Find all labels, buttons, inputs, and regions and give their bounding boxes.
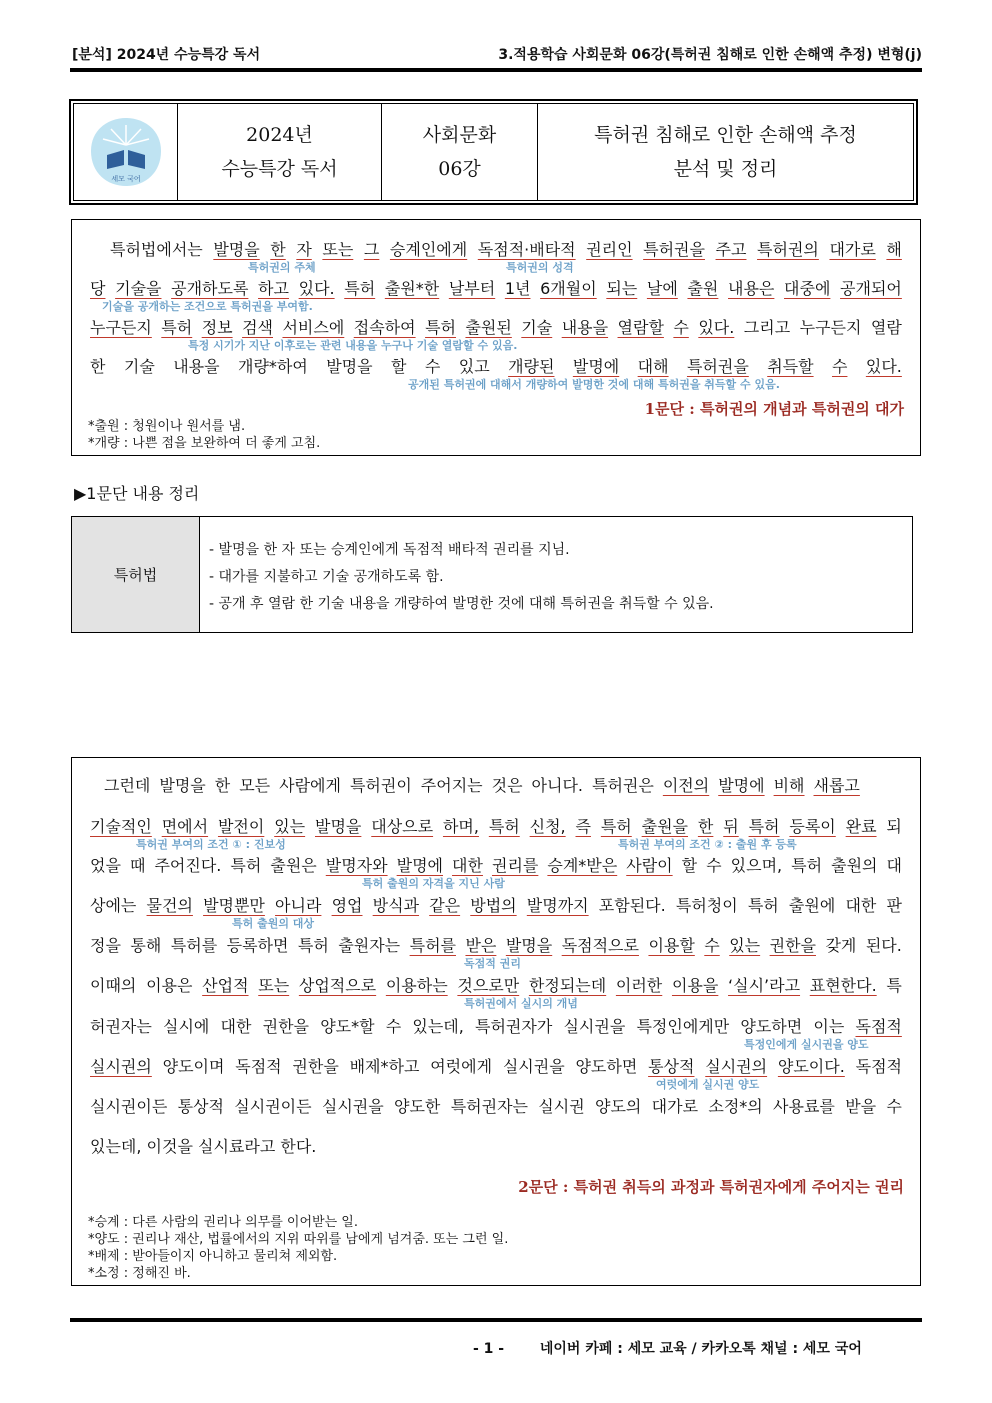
word: 열람할 bbox=[617, 318, 664, 337]
p2-note-3: 특허 출원의 자격을 지닌 사람 bbox=[362, 877, 505, 890]
word: 특허 bbox=[297, 936, 329, 955]
p2-footnote-2: *양도 : 권리나 재산, 법률에서의 지위 따위를 남에게 넘겨줌. 또는 그런 일. bbox=[88, 1232, 509, 1247]
word: 기술 bbox=[123, 357, 155, 376]
p1-footnote-2: *개량 : 나쁜 점을 보완하여 더 좋게 고침. bbox=[88, 436, 321, 451]
word: 발명에 bbox=[396, 856, 443, 875]
word: 대가로 bbox=[829, 240, 876, 259]
word: 이용을 bbox=[671, 976, 719, 995]
word: 출원의 bbox=[831, 856, 878, 875]
word: 사람에게 bbox=[279, 776, 341, 795]
word: 있는 bbox=[729, 936, 761, 955]
word: 공개하도록 bbox=[171, 279, 249, 298]
word: 권한을 bbox=[262, 1017, 310, 1036]
summary-item: - 발명을 한 자 또는 승계인에게 독점적 배타적 권리를 지님. bbox=[209, 542, 570, 558]
word: 특허법에서는 bbox=[110, 240, 203, 259]
word: 특허 bbox=[791, 856, 823, 875]
p2-footnote-1: *승계 : 다른 사람의 권리나 의무를 이어받는 일. bbox=[88, 1215, 358, 1230]
word: 권리인 bbox=[586, 240, 633, 259]
word: 특정인에게만 bbox=[636, 1017, 730, 1036]
word: 주어지는 bbox=[420, 776, 483, 795]
footer bbox=[473, 1338, 862, 1358]
word: ‘실시’라고 bbox=[728, 976, 801, 995]
word: 방법의 bbox=[470, 896, 517, 915]
word: 있는 bbox=[274, 817, 306, 836]
word: 발명뿐만 bbox=[203, 896, 265, 915]
word: 양도의 bbox=[594, 1097, 642, 1116]
word: 독점적·배타적 bbox=[477, 240, 576, 259]
word: 수 bbox=[706, 856, 722, 875]
word: 특허권자는 bbox=[450, 1097, 528, 1116]
word: 그런데 bbox=[104, 776, 151, 795]
word: 수 bbox=[831, 357, 848, 376]
word: 있는데, bbox=[412, 1017, 464, 1036]
word: 양도이며 bbox=[162, 1057, 225, 1076]
word: 발명에 bbox=[718, 776, 765, 795]
p1-note-4: 공개된 특허권에 대해서 개량하여 발명한 것에 대해 특허권을 취득할 수 있음. bbox=[408, 378, 780, 391]
p2-note-4: 특허 출원의 대상 bbox=[232, 917, 315, 930]
word: 한 bbox=[697, 817, 714, 836]
word: 특허 bbox=[230, 856, 262, 875]
word: 통상적 bbox=[648, 1057, 695, 1076]
word: 해 bbox=[886, 240, 902, 259]
word: 소정*의 bbox=[708, 1097, 763, 1116]
word: 기술 bbox=[521, 318, 553, 337]
word: 한 bbox=[270, 240, 286, 259]
word: 물건의 bbox=[146, 896, 193, 915]
word: 주고 bbox=[715, 240, 747, 259]
p2-note-2a: 특허권 부여의 조건 ① : 진보성 bbox=[136, 838, 286, 851]
title-book: 수능특강 독서 bbox=[221, 158, 338, 180]
paragraph-2-box bbox=[71, 757, 921, 1286]
p2-line-9 bbox=[90, 1094, 902, 1117]
paragraph-1-box bbox=[71, 219, 921, 456]
word: 출원자는 bbox=[338, 936, 401, 955]
word: 출원*한 bbox=[384, 279, 440, 298]
word: 실시권의 bbox=[90, 1057, 152, 1076]
word: 특허권은 bbox=[592, 776, 654, 795]
word: 완료 bbox=[845, 817, 877, 836]
word: 발명을 bbox=[326, 357, 373, 376]
word: 이는 bbox=[813, 1017, 845, 1036]
word: 비해 bbox=[773, 776, 805, 795]
p2-line-1 bbox=[90, 773, 902, 796]
word: 실시권 bbox=[538, 1097, 585, 1116]
title-subject: 사회문화 bbox=[422, 124, 497, 146]
header-left: [분석] 2024년 수능특강 독서 bbox=[72, 47, 261, 63]
word: 되 bbox=[886, 817, 902, 836]
word: 즉 bbox=[575, 817, 591, 836]
word: 모든 bbox=[239, 776, 271, 795]
word: 발명을 bbox=[159, 776, 206, 795]
word: 수 bbox=[673, 318, 689, 337]
word: 때 bbox=[129, 856, 146, 875]
word: 당 bbox=[90, 279, 106, 298]
word: 발명자와 bbox=[325, 856, 388, 875]
word: 이용할 bbox=[648, 936, 695, 955]
word: 또는 bbox=[322, 240, 354, 259]
summary-table-head: 특허법 bbox=[72, 517, 200, 632]
word: 이때의 bbox=[90, 976, 137, 995]
word: 출원 bbox=[687, 279, 719, 298]
word: 대한 bbox=[220, 1017, 252, 1036]
word: 열람 bbox=[870, 318, 902, 337]
word: 수 bbox=[424, 357, 441, 376]
word: 권리를 bbox=[491, 856, 539, 875]
p1-line-4 bbox=[90, 354, 902, 377]
word: 양도하면 bbox=[740, 1017, 803, 1036]
summary-item: - 대가를 지불하고 기술 공개하도록 함. bbox=[209, 569, 444, 585]
word: 출원에 bbox=[788, 896, 836, 915]
p1-summary: 1문단 : 특허권의 개념과 특허권의 대가 bbox=[644, 400, 904, 418]
word: 실시권의 bbox=[705, 1057, 768, 1076]
word: 접속하여 bbox=[353, 318, 416, 337]
word: 되는 bbox=[606, 279, 638, 298]
word: 대해 bbox=[637, 357, 669, 376]
word: 아니라 bbox=[275, 896, 322, 915]
word: 특허권의 bbox=[757, 240, 819, 259]
word: 실시권을 bbox=[321, 1097, 384, 1116]
word: 검색 bbox=[242, 318, 273, 337]
word: 누구든지 bbox=[90, 318, 152, 337]
word: 내용은 bbox=[728, 279, 775, 298]
word: 특허권을 bbox=[643, 240, 705, 259]
word: 특허 bbox=[488, 817, 520, 836]
svg-text:세모 국어: 세모 국어 bbox=[110, 175, 141, 183]
logo-cell bbox=[74, 104, 178, 200]
word: 하고 bbox=[258, 279, 289, 298]
summary-table-body bbox=[200, 517, 912, 632]
word: 있다. bbox=[298, 279, 335, 298]
word: 특허권자가 bbox=[475, 1017, 553, 1036]
title-subject-cell bbox=[382, 104, 538, 200]
p2-line-5 bbox=[90, 933, 902, 956]
word: 있다. bbox=[865, 357, 902, 376]
word: 날에 bbox=[646, 279, 678, 298]
p2-note-2b: 특허권 부여의 조건 ② : 출원 후 등록 bbox=[618, 838, 797, 851]
word: 판 bbox=[886, 896, 902, 915]
word: 승계인에게 bbox=[389, 240, 468, 259]
word: 대중에 bbox=[784, 279, 831, 298]
word: 발명에 bbox=[572, 357, 620, 376]
word: 독점적으로 bbox=[561, 936, 639, 955]
word: 대한 bbox=[452, 856, 483, 875]
word: 또는 bbox=[258, 976, 290, 995]
word: 있고 bbox=[458, 357, 490, 376]
word: 통상적 bbox=[177, 1097, 224, 1116]
word: 이러한 bbox=[615, 976, 663, 995]
p2-line-6 bbox=[90, 973, 902, 996]
word: 공개되어 bbox=[840, 279, 902, 298]
word: 새롭고 bbox=[813, 776, 860, 795]
word: 취득할 bbox=[767, 357, 814, 376]
word: 신청, bbox=[529, 817, 566, 836]
word: 발명을 bbox=[315, 817, 362, 836]
word: 갖게 bbox=[825, 936, 857, 955]
word: 특허권이 bbox=[349, 776, 412, 795]
word: 등록이 bbox=[789, 817, 836, 836]
p2-summary: 2문단 : 특허권 취득의 과정과 특허권자에게 주어지는 권리 bbox=[518, 1178, 904, 1196]
word: 받은 bbox=[465, 936, 497, 955]
word: 특허 bbox=[747, 896, 779, 915]
p1-note-1b: 특허권의 성격 bbox=[506, 261, 574, 274]
p1-note-3: 특정 시기가 지난 이후로는 관련 내용을 누구나 기술 열람할 수 있음. bbox=[188, 339, 518, 352]
word: 특허를 bbox=[170, 936, 218, 955]
word: 있으며, bbox=[730, 856, 783, 875]
word: 발명을 bbox=[505, 936, 553, 955]
word: 같은 bbox=[429, 896, 461, 915]
word: 사용료를 bbox=[773, 1097, 835, 1116]
word: 배제*하고 bbox=[349, 1057, 420, 1076]
word: 산업적 bbox=[202, 976, 249, 995]
header-rule bbox=[70, 68, 922, 72]
footer-rule bbox=[70, 1318, 922, 1322]
word: 특허 bbox=[748, 817, 780, 836]
summary-table bbox=[71, 516, 913, 633]
word: 대상으로 bbox=[371, 817, 434, 836]
word: 특허 bbox=[161, 318, 193, 337]
p2-note-7: 특정인에게 실시권을 양도 bbox=[744, 1038, 869, 1051]
book-logo-icon bbox=[87, 115, 165, 189]
word: 실시권이든 bbox=[90, 1097, 168, 1116]
p1-line-1 bbox=[90, 237, 902, 260]
word: 대 bbox=[886, 856, 902, 875]
footer-text: 네이버 카페 : 세모 교육 / 카카오톡 채널 : 세모 국어 bbox=[539, 1341, 862, 1357]
word: 것은 bbox=[491, 776, 523, 795]
word: 특허청이 bbox=[675, 896, 738, 915]
word: 정을 bbox=[90, 936, 121, 955]
word: 수 bbox=[385, 1017, 402, 1036]
p1-line-2 bbox=[90, 276, 902, 299]
p2-footnote-4: *소정 : 정해진 바. bbox=[88, 1266, 191, 1281]
word: 개량*하여 bbox=[237, 357, 308, 376]
word: 실시권이든 bbox=[234, 1097, 312, 1116]
section-1-title: ▶1문단 내용 정리 bbox=[74, 484, 200, 503]
p2-line-8 bbox=[90, 1054, 902, 1077]
word: 발명까지 bbox=[526, 896, 589, 915]
word: 정보 bbox=[201, 318, 233, 337]
word: 여럿에게 bbox=[430, 1057, 493, 1076]
word: 특허 bbox=[344, 279, 376, 298]
word: 상에는 bbox=[90, 896, 137, 915]
p2-line-7 bbox=[90, 1014, 902, 1037]
word: 특허권을 bbox=[686, 357, 749, 376]
word: 독점적 bbox=[855, 1057, 902, 1076]
word: 출원은 bbox=[270, 856, 317, 875]
summary-item: - 공개 후 열람 한 기술 내용을 개량하여 발명한 것에 대해 특허권을 취득할 수 있음. bbox=[209, 596, 714, 612]
title-topic-cell bbox=[538, 104, 913, 200]
p2-line-10: 있는데, 이것을 실시료라고 한다. bbox=[90, 1137, 317, 1156]
word: 날부터 bbox=[448, 279, 496, 298]
p2-footnote-3: *배제 : 받아들이지 아니하고 물리쳐 제외함. bbox=[88, 1249, 338, 1264]
word: 개량된 bbox=[508, 357, 555, 376]
word: 뒤 bbox=[723, 817, 739, 836]
title-lesson: 06강 bbox=[438, 158, 481, 180]
word: 표현한다. bbox=[809, 976, 877, 995]
p2-line-3 bbox=[90, 853, 902, 876]
word: 특 bbox=[886, 976, 902, 995]
p1-line-3 bbox=[90, 315, 902, 338]
word: 출원을 bbox=[641, 817, 689, 836]
word: 영업 bbox=[331, 896, 363, 915]
word: 된다. bbox=[865, 936, 902, 955]
word: 이용하는 bbox=[385, 976, 448, 995]
word: 등록하면 bbox=[226, 936, 289, 955]
word: 양도*할 bbox=[320, 1017, 375, 1036]
word: 서비스에 bbox=[282, 318, 345, 337]
word: 있다. bbox=[698, 318, 735, 337]
word: 권한을 bbox=[769, 936, 816, 955]
word: 었을 bbox=[90, 856, 121, 875]
word: 실시권을 bbox=[502, 1057, 565, 1076]
word: 독점적 bbox=[855, 1017, 902, 1036]
word: 특허 bbox=[600, 817, 632, 836]
word: 할 bbox=[681, 856, 698, 875]
p1-note-2: 기술을 공개하는 조건으로 특허권을 부여함. bbox=[102, 300, 313, 313]
title-year-cell bbox=[178, 104, 382, 200]
word: 발전이 bbox=[217, 817, 265, 836]
word: 것으로만 bbox=[457, 976, 520, 995]
word: 수 bbox=[704, 936, 720, 955]
word: 내용을 bbox=[173, 357, 220, 376]
word: 6개월이 bbox=[540, 279, 597, 298]
title-year: 2024년 bbox=[246, 124, 313, 146]
p1-footnote-1: *출원 : 청원이나 원서를 냄. bbox=[88, 419, 246, 434]
word: 상업적으로 bbox=[298, 976, 377, 995]
p2-note-6: 특허권에서 실시의 개념 bbox=[464, 997, 578, 1010]
word: 사람이 bbox=[626, 856, 673, 875]
word: 대가로 bbox=[651, 1097, 699, 1116]
word: 승계*받은 bbox=[547, 856, 618, 875]
word: 양도하면 bbox=[575, 1057, 638, 1076]
word: 허권자는 bbox=[90, 1017, 152, 1036]
word: 권한을 bbox=[292, 1057, 339, 1076]
word: 특허 bbox=[425, 318, 456, 337]
word: 양도한 bbox=[394, 1097, 441, 1116]
word: 기술적인 bbox=[90, 817, 152, 836]
page-number: - 1 - bbox=[473, 1341, 505, 1357]
word: 1년 bbox=[504, 279, 531, 298]
word: 그 bbox=[363, 240, 380, 259]
word: 방식과 bbox=[372, 896, 420, 915]
word: 받을 bbox=[845, 1097, 877, 1116]
word: 아니다. bbox=[531, 776, 584, 795]
word: 하며, bbox=[442, 817, 479, 836]
word: 한 bbox=[214, 776, 231, 795]
p2-note-5: 독점적 권리 bbox=[464, 957, 521, 970]
title-topic-sub: 분석 및 정리 bbox=[673, 158, 778, 180]
title-topic: 특허권 침해로 인한 손해액 추정 bbox=[594, 124, 857, 146]
word: 특허를 bbox=[409, 936, 456, 955]
word: 내용을 bbox=[561, 318, 609, 337]
word: 그리고 bbox=[743, 318, 791, 337]
word: 이용은 bbox=[146, 976, 193, 995]
word: 포함된다. bbox=[598, 896, 666, 915]
word: 자 bbox=[296, 240, 312, 259]
p2-line-2 bbox=[90, 814, 902, 837]
title-box bbox=[69, 99, 918, 205]
word: 한 bbox=[90, 357, 106, 376]
word: 한정되는데 bbox=[528, 976, 607, 995]
p2-line-4 bbox=[90, 893, 902, 916]
word: 누구든지 bbox=[799, 318, 862, 337]
word: 대한 bbox=[845, 896, 877, 915]
word: 실시권을 bbox=[563, 1017, 626, 1036]
word: 할 bbox=[391, 357, 407, 376]
word: 수 bbox=[886, 1097, 902, 1116]
header-right: 3.적용학습 사회문화 06강(특허권 침해로 인한 손해액 추정) 변형(j) bbox=[498, 47, 922, 63]
word: 출원된 bbox=[465, 318, 512, 337]
word: 기술을 bbox=[115, 279, 162, 298]
word: 면에서 bbox=[161, 817, 209, 836]
word: 실시에 bbox=[163, 1017, 210, 1036]
p1-note-1a: 특허권의 주체 bbox=[248, 261, 316, 274]
p2-note-8: 여럿에게 실시권 양도 bbox=[656, 1078, 760, 1091]
word: 통해 bbox=[130, 936, 162, 955]
word: 양도이다. bbox=[777, 1057, 845, 1076]
word: 이전의 bbox=[662, 776, 710, 795]
word: 주어진다. bbox=[154, 856, 222, 875]
word: 독점적 bbox=[235, 1057, 282, 1076]
word: 발명을 bbox=[213, 240, 260, 259]
